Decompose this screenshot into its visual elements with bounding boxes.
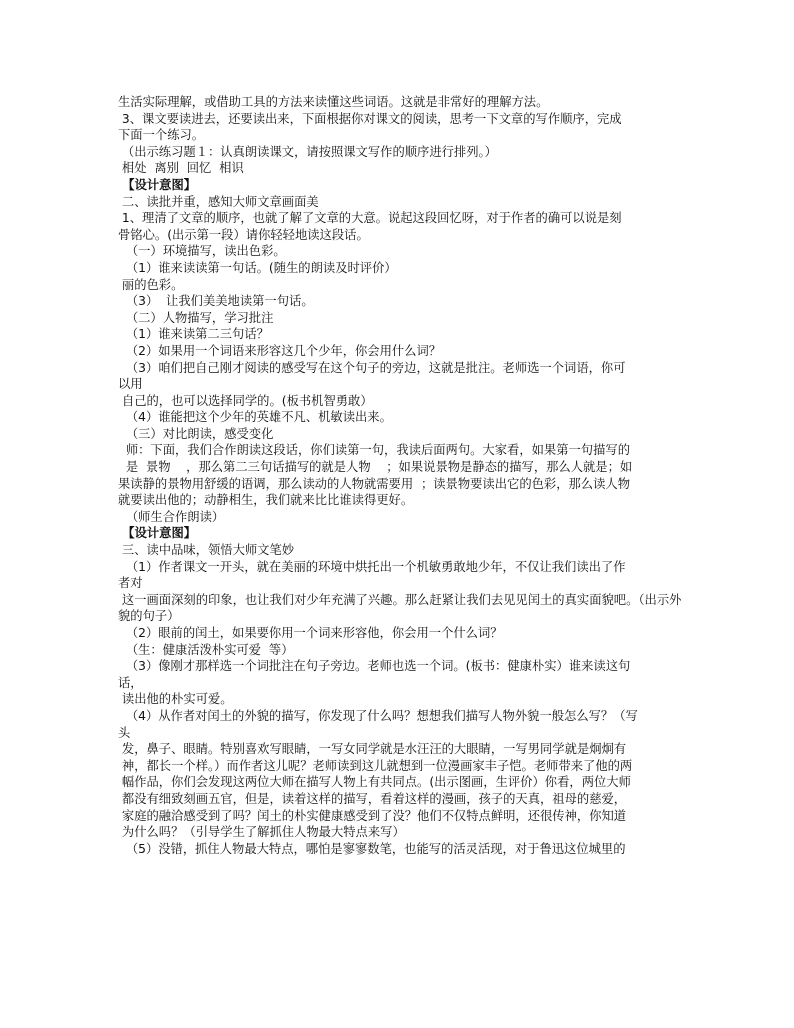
text-line: 神，都长一个样。）而作者这儿呢？老师读到这儿就想到一位漫画家丰子恺。老师带来了他的两 <box>118 758 633 773</box>
text-line: 生活实际理解，或借助工具的方法来读懂这些词语。这就是非常好的理解方法。 <box>118 95 549 109</box>
text-line: 【设计意图】 <box>118 526 197 541</box>
text-line: （三）对比朗读，感受变化 <box>118 426 274 441</box>
text-line: （5）没错，抓住人物最大特点，哪怕是寥寥数笔，也能写的活灵活现，对于鲁迅这位城里的 <box>118 841 626 856</box>
text-line: （1）谁来读第二三句话？ <box>118 327 269 342</box>
text-line: 发，鼻子、眼睛。特别喜欢写眼睛，一写女同学就是水汪汪的大眼睛，一写男同学就是炯炯有 <box>118 742 627 757</box>
text-line: （出示练习题１：认真朗读课文，请按照课文写作的顺序进行排列。） <box>118 144 497 159</box>
text-line: 果读静的景物用舒缓的语调，那么读动的人物就需要用 ；读景物要读出它的色彩，那么读人物 <box>118 476 630 491</box>
text-line: 都没有细致刻画五官，但是，读着这样的描写，看着这样的漫画，孩子的天真，祖母的慈爱， <box>118 791 627 806</box>
text-line: （1）作者课文一开头，就在美丽的环境中烘托出一个机敏勇敢地少年，不仅让我们读出了作 <box>118 559 626 574</box>
text-line: （二）人物描写，学习批注 <box>118 310 274 325</box>
document-page <box>118 94 684 857</box>
text-line: （1）谁来读读第一句话。(随生的朗读及时评价） <box>118 260 397 275</box>
text-line: 1、理清了文章的顺序，也就了解了文章的大意。说起这段回忆呀，对于作者的确可以说是刻 <box>118 211 622 226</box>
text-line: 貌的句子） <box>118 609 180 624</box>
text-line: 骨铭心。(出示第一段）请你轻轻地读这段话。 <box>118 227 369 242</box>
text-line: 自己的，也可以选择同学的。(板书机智勇敢） <box>118 393 373 408</box>
text-line: 相处 离别 回忆 相识 <box>118 161 244 176</box>
text-line: 头 <box>118 725 131 740</box>
text-line: 师：下面，我们合作朗读这段话，你们读第一句，我读后面两句。大家看，如果第一句描写的 <box>118 443 630 458</box>
text-line: （2）如果用一个词语来形容这几个少年，你会用什么词？ <box>118 343 442 358</box>
text-line: 者对 <box>118 576 143 591</box>
text-line: 三、读中品味，领悟大师文笔妙 <box>118 543 295 558</box>
text-line: 【设计意图】 <box>118 177 197 192</box>
text-line: （4）从作者对闰土的外貌的描写，你发现了什么吗？想想我们描写人物外貌一般怎么写？（写 <box>118 708 638 723</box>
text-line: （3）咱们把自己刚才阅读的感受写在这个句子的旁边，这就是批注。老师选一个词语，你可 <box>118 360 626 375</box>
text-line: 3、课文要读进去，还要读出来，下面根据你对课文的阅读，思考一下文章的写作顺序，完成 <box>118 111 622 126</box>
text-line: （3） 让我们美美地读第一句话。 <box>118 294 314 309</box>
text-line: 是 景物 ，那么第二三句话描写的就是人物 ；如果说景物是静态的描写，那么人就是；如 <box>118 460 633 475</box>
text-line: 就要读出他的；动静相生，我们就来比比谁读得更好。 <box>118 493 414 508</box>
text-line: 读出他的朴实可爱。 <box>118 692 233 707</box>
text-line: （2）眼前的闰土，如果要你用一个词来形容他，你会用一个什么词？ <box>118 626 503 640</box>
text-line: 丽的色彩。 <box>118 277 184 292</box>
text-line: （4）谁能把这个少年的英雄不凡、机敏读出来。 <box>118 410 392 425</box>
text-line: 为什么吗？（引导学生了解抓住人物最大特点来写） <box>118 825 405 840</box>
text-line: 二、读批并重，感知大师文章画面美 <box>118 194 319 209</box>
text-line: 话， <box>118 675 143 690</box>
text-line: （师生合作朗读） <box>118 509 225 524</box>
text-line: （生：健康活泼朴实可爱 等） <box>118 642 294 657</box>
text-line: （3）像刚才那样选一个词批注在句子旁边。老师也选一个词。(板书：健康朴实）谁来读这句 <box>118 659 631 674</box>
text-line: 幅作品，你们会发现这两位大师在描写人物上有共同点。(出示图画，生评价）你看，两位大师 <box>118 775 631 790</box>
text-line: 以用 <box>118 377 143 392</box>
text-line: 这一画面深刻的印象，也让我们对少年充满了兴趣。那么赶紧让我们去见见闰土的真实面貌吧。（出示外 <box>118 592 682 607</box>
text-line: 家庭的融洽感受到了吗？闰土的朴实健康感受到了没？他们不仅特点鲜明，还很传神，你知道 <box>118 808 627 823</box>
text-line: （一）环境描写，读出色彩。 <box>118 244 286 259</box>
text-line: 下面一个练习。 <box>118 128 205 143</box>
